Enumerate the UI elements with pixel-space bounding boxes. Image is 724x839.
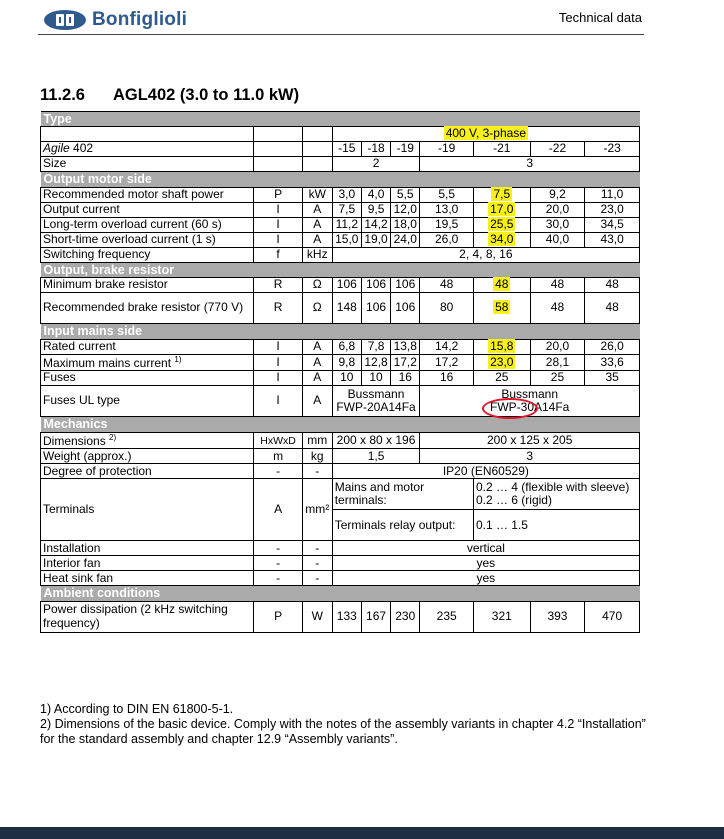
size-row: Size 2 3	[41, 157, 640, 172]
logo-icon	[42, 8, 88, 32]
table-row: Terminals relay output: 0.1 … 1.5	[41, 510, 640, 541]
bonfiglioli-logo	[42, 8, 187, 32]
technical-data-table	[40, 111, 640, 633]
footnotes	[40, 702, 660, 747]
table-row: Switching frequency f kHz 2, 4, 8, 16	[41, 247, 640, 262]
table-row: Output current I A 7,5 9,5 12,0 13,0 17,0 20,0 23,0	[41, 202, 640, 217]
section-brake: Output, brake resistor	[41, 262, 640, 277]
section-mechanics: Mechanics	[41, 417, 640, 432]
section-ambient: Ambient conditions	[41, 586, 640, 601]
fuse-circle-annotation	[482, 398, 538, 419]
table-row: Minimum brake resistor R Ω 106 106 106 48 48 48 48	[41, 278, 640, 293]
footnote-1: 1) According to DIN EN 61800-5-1.	[40, 702, 234, 716]
table-row: Terminals A mm² Mains and motor terminals: 0.2 … 4 (flexible with sleeve) 0.2 … 6 (rigid)	[41, 479, 640, 510]
table-row: Installation - - vertical	[41, 541, 640, 556]
table-row: Fuses I A 10 10 16 16 25 25 35	[41, 371, 640, 386]
header-section-title: Technical data	[558, 10, 642, 25]
table-row: Heat sink fan - - yes	[41, 571, 640, 586]
voltage-label: 400 V, 3-phase	[445, 126, 526, 141]
voltage-row	[41, 127, 640, 142]
model-row: Agile 402 -15 -18 -19 -19 -21 -22 -23	[41, 142, 640, 157]
section-title-text: AGL402 (3.0 to 11.0 kW)	[112, 86, 300, 104]
section-number: 11.2.6	[40, 86, 85, 104]
logo-text: Bonfiglioli	[92, 9, 188, 30]
table-row: Power dissipation (2 kHz switching frequency) P W 133 167 230 235 321 393 470	[41, 601, 640, 632]
footnote-2: 2) Dimensions of the basic device. Comply with the notes of the assembly variants in chapter 4.2 “Installation” for the standard assembly and chapter 12.9 “Assembly variants”.	[40, 717, 646, 746]
taskbar[interactable]	[0, 827, 724, 839]
table-row: Interior fan - - yes	[41, 556, 640, 571]
table-row: Degree of protection - - IP20 (EN60529)	[41, 464, 640, 479]
table-row: Dimensions $^{2)}$ HxWxD mm 200 x 80 x 196 200 x 125 x 205	[41, 432, 640, 449]
table-row: Rated current I A 6,8 7,8 13,8 14,2 15,8 20,0 26,0	[41, 339, 640, 354]
table-row: Recommended motor shaft power P kW 3,0 4,0 5,5 5,5 7,5 9,2 11,0	[41, 187, 640, 202]
header-divider	[38, 34, 644, 35]
section-output: Output motor side	[41, 172, 640, 187]
table-row: Short-time overload current (1 s) I A 15,0 19,0 24,0 26,0 34,0 40,0 43,0	[41, 232, 640, 247]
table-row: Fuses UL type I A Bussmann FWP-20A14Fa Bussmann FWP-30A14Fa	[41, 386, 640, 417]
table-row: Recommended brake resistor (770 V) R Ω 148 106 106 80 58 48 48	[41, 293, 640, 324]
table-row: Weight (approx.) m kg 1,5 3	[41, 449, 640, 464]
table-row: Maximum mains current $^{1)}$ I A 9,8 12,8 17,2 17,2 23,0 28,1 33,6	[41, 354, 640, 371]
section-title	[40, 86, 299, 105]
section-type: Type	[41, 112, 640, 127]
table-row: Long-term overload current (60 s) I A 11,2 14,2 18,0 19,5 25,5 30,0 34,5	[41, 217, 640, 232]
section-input: Input mains side	[41, 324, 640, 339]
